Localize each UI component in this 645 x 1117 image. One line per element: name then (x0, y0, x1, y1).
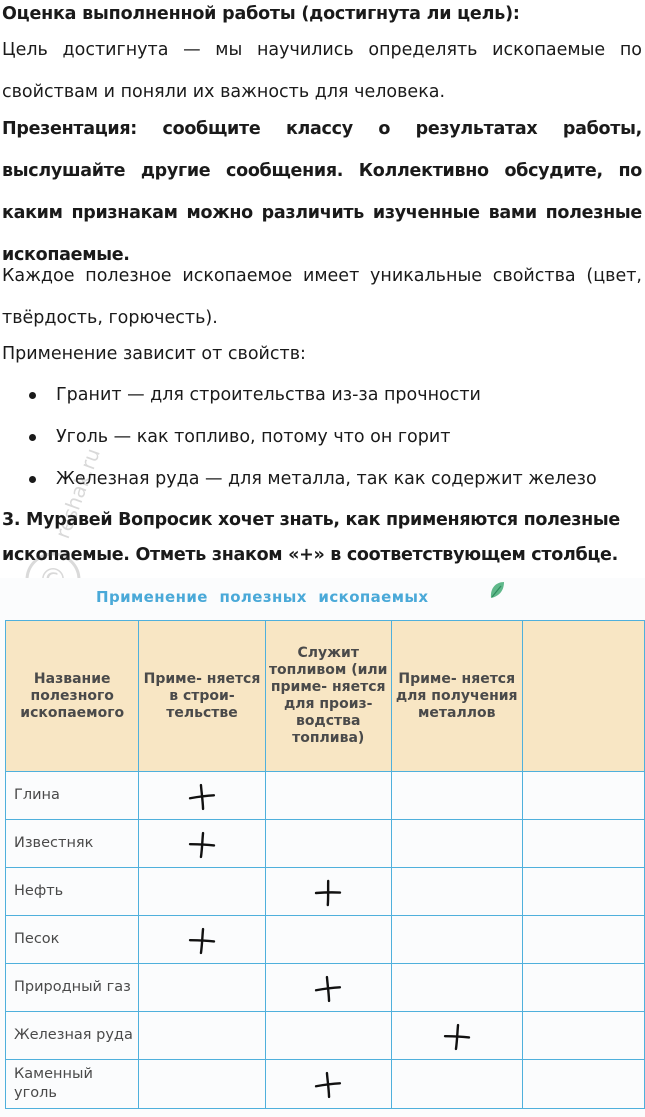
mineral-name-cell: Известняк (6, 820, 139, 868)
mark-cell[interactable] (391, 820, 522, 868)
mark-cell[interactable] (265, 772, 391, 820)
mark-cell[interactable] (391, 868, 522, 916)
header-empty (522, 621, 644, 772)
mineral-name-cell: Песок (6, 916, 139, 964)
header-fuel: Служит топливом (или приме- няется для произ- водства топлива) (265, 621, 391, 772)
empty-cell[interactable] (522, 1060, 644, 1109)
table-row (6, 1012, 645, 1060)
mark-cell[interactable] (139, 916, 265, 964)
bullet-icon (29, 434, 36, 441)
list-item: Железная руда — для металла, так как содержит железо (0, 458, 597, 500)
mineral-name-cell: Природный газ (6, 964, 139, 1012)
empty-cell[interactable] (522, 820, 644, 868)
table-header-row (6, 621, 645, 772)
list-item: Уголь — как топливо, потому что он горит (0, 416, 597, 458)
mark-cell[interactable] (265, 868, 391, 916)
table-row (6, 1060, 645, 1109)
mark-cell[interactable] (265, 916, 391, 964)
mark-cell[interactable] (139, 1060, 265, 1109)
list-item: Гранит — для строительства из-за прочности (0, 374, 597, 416)
table-row (6, 820, 645, 868)
header-mineral-name: Название полезного ископаемого (6, 621, 139, 772)
mark-cell[interactable] (139, 820, 265, 868)
header-construction: Приме- няется в строи- тельстве (139, 621, 265, 772)
mark-cell[interactable] (139, 1012, 265, 1060)
header-metals: Приме- няется для получения металлов (391, 621, 522, 772)
mark-cell[interactable] (391, 964, 522, 1012)
empty-cell[interactable] (522, 868, 644, 916)
mark-cell[interactable] (265, 1012, 391, 1060)
table-row (6, 868, 645, 916)
usage-paragraph: Применение зависит от свойств: (2, 344, 306, 364)
mark-cell[interactable] (265, 964, 391, 1012)
mineral-name-cell: Глина (6, 772, 139, 820)
empty-cell[interactable] (522, 964, 644, 1012)
mark-cell[interactable] (139, 772, 265, 820)
plus-mark-icon (186, 924, 218, 956)
bullet-icon (29, 476, 36, 483)
mineral-name-cell: Каменный уголь (6, 1060, 139, 1109)
table-row (6, 916, 645, 964)
bullet-icon (29, 392, 36, 399)
empty-cell[interactable] (522, 772, 644, 820)
mark-cell[interactable] (139, 964, 265, 1012)
task-text: 3. Муравей Вопросик хочет знать, как применяются полезные ископаемые. Отметь знаком «+» в соответствующем столбце. (2, 510, 620, 565)
usage-list (0, 374, 597, 500)
plus-mark-icon (312, 1069, 345, 1102)
mineral-name-cell: Железная руда (6, 1012, 139, 1060)
goal-paragraph: Цель достигнута — мы научились определять ископаемые по свойствам и поняли их важность для человека. (2, 40, 642, 102)
mark-cell[interactable] (265, 820, 391, 868)
properties-paragraph: Каждое полезное ископаемое имеет уникальные свойства (цвет, твёрдость, горючесть). (2, 266, 642, 328)
plus-mark-icon (313, 878, 343, 908)
mark-cell[interactable] (139, 868, 265, 916)
watermark-text: reshak.ru (50, 444, 105, 542)
empty-cell[interactable] (522, 916, 644, 964)
mark-cell[interactable] (391, 1012, 522, 1060)
table-title: Применение полезных ископаемых (96, 588, 429, 606)
table-row (6, 772, 645, 820)
mark-cell[interactable] (391, 772, 522, 820)
table-row (6, 964, 645, 1012)
mineral-name-cell: Нефть (6, 868, 139, 916)
leaf-icon (488, 580, 506, 600)
mark-cell[interactable] (265, 1060, 391, 1109)
minerals-table (5, 620, 645, 1109)
plus-mark-icon (312, 972, 345, 1005)
presentation-paragraph: Презентация: сообщите классу о результатах работы, выслушайте другие сообщения. Коллективно обсудите, по каким признакам можно различить изученные вами полезные ископаемые. (2, 119, 642, 265)
empty-cell[interactable] (522, 1012, 644, 1060)
plus-mark-icon (441, 1020, 473, 1052)
section-heading: Оценка выполненной работы (достигнута ли цель): (2, 4, 520, 24)
plus-mark-icon (186, 828, 218, 860)
plus-mark-icon (185, 780, 218, 813)
mark-cell[interactable] (391, 916, 522, 964)
mark-cell[interactable] (391, 1060, 522, 1109)
